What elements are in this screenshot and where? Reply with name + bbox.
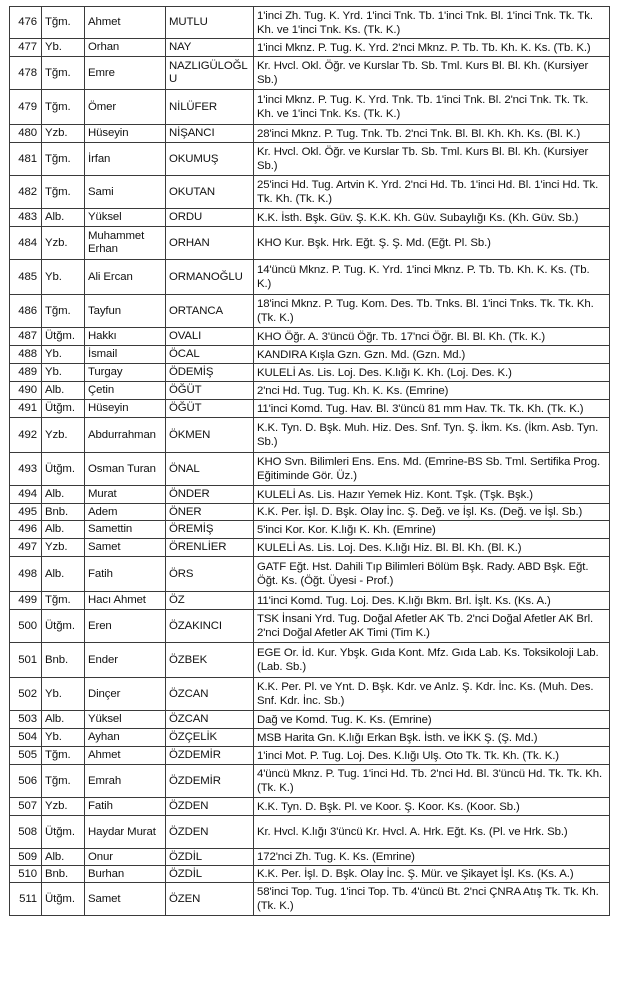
first-name-cell: Yüksel [85, 711, 166, 729]
first-name-cell: Abdurrahman [85, 418, 166, 453]
unit-cell: MSB Harita Gn. K.lığı Erkan Bşk. İsth. ve İKK Ş. (Ş. Md.) [254, 729, 610, 747]
unit-cell: GATF Eğt. Hst. Dahili Tıp Bilimleri Bölüm Bşk. Rady. ABD Bşk. Eğt. Öğt. Ks. (Öğt. Üyesi - Prof.) [254, 557, 610, 592]
rank-cell: Ütğm. [42, 610, 85, 643]
surname-cell: ÖZDEMİR [166, 747, 254, 765]
rank-cell: Ütğm. [42, 400, 85, 418]
surname-cell: OKUTAN [166, 176, 254, 209]
table-row [10, 295, 610, 328]
table-row [10, 643, 610, 678]
unit-cell: K.K. Per. İşl. D. Bşk. Olay İnc. Ş. Mür. ve Şikayet İşl. Ks. (Ks. A.) [254, 866, 610, 883]
surname-cell: ÖZ [166, 592, 254, 610]
first-name-cell: Hüseyin [85, 125, 166, 143]
table-row [10, 176, 610, 209]
rank-cell: Yzb. [42, 798, 85, 816]
unit-cell: Kr. Hvcl. Okl. Öğr. ve Kurslar Tb. Sb. Tml. Kurs Bl. Bl. Kh. (Kursiyer Sb.) [254, 143, 610, 176]
surname-cell: NAZLIGÜLOĞLU [166, 57, 254, 90]
rank-cell: Alb. [42, 486, 85, 504]
row-number: 497 [10, 539, 42, 557]
first-name-cell: Muhammet Erhan [85, 227, 166, 260]
surname-cell: ÖNAL [166, 453, 254, 486]
rank-cell: Tğm. [42, 592, 85, 610]
table-row [10, 39, 610, 57]
row-number: 511 [10, 883, 42, 916]
surname-cell: ÖZDEMİR [166, 765, 254, 798]
surname-cell: ÖĞÜT [166, 400, 254, 418]
rank-cell: Alb. [42, 382, 85, 400]
rank-cell: Alb. [42, 521, 85, 539]
rank-cell: Yb. [42, 729, 85, 747]
first-name-cell: Ayhan [85, 729, 166, 747]
first-name-cell: İrfan [85, 143, 166, 176]
unit-cell: 1'inci Mknz. P. Tug. K. Yrd. 2'nci Mknz. P. Tb. Tb. Kh. K. Ks. (Tb. K.) [254, 39, 610, 57]
first-name-cell: Ahmet [85, 7, 166, 39]
first-name-cell: Samettin [85, 521, 166, 539]
unit-cell: 14'üncü Mknz. P. Tug. K. Yrd. 1'inci Mknz. P. Tb. Tb. Kh. K. Ks. (Tb. K.) [254, 260, 610, 295]
surname-cell: NİŞANCI [166, 125, 254, 143]
table-row [10, 610, 610, 643]
rank-cell: Yb. [42, 260, 85, 295]
unit-cell: KHO Öğr. A. 3'üncü Öğr. Tb. 17'nci Öğr. Bl. Bl. Kh. (Tk. K.) [254, 328, 610, 346]
first-name-cell: Ender [85, 643, 166, 678]
row-number: 478 [10, 57, 42, 90]
surname-cell: ORDU [166, 209, 254, 227]
unit-cell: Kr. Hvcl. Okl. Öğr. ve Kurslar Tb. Sb. Tml. Kurs Bl. Bl. Kh. (Kursiyer Sb.) [254, 57, 610, 90]
surname-cell: ÖZCAN [166, 711, 254, 729]
row-number: 485 [10, 260, 42, 295]
table-row [10, 57, 610, 90]
table-row [10, 227, 610, 260]
row-number: 508 [10, 816, 42, 849]
surname-cell: ÖĞÜT [166, 382, 254, 400]
rank-cell: Tğm. [42, 747, 85, 765]
row-number: 510 [10, 866, 42, 883]
surname-cell: ORTANCA [166, 295, 254, 328]
first-name-cell: Ömer [85, 90, 166, 125]
table-row [10, 260, 610, 295]
row-number: 506 [10, 765, 42, 798]
unit-cell: 28'inci Mknz. P. Tug. Tnk. Tb. 2'nci Tnk. Bl. Bl. Kh. Kh. Ks. (Bl. K.) [254, 125, 610, 143]
row-number: 498 [10, 557, 42, 592]
first-name-cell: Osman Turan [85, 453, 166, 486]
row-number: 491 [10, 400, 42, 418]
unit-cell: KANDIRA Kışla Gzn. Gzn. Md. (Gzn. Md.) [254, 346, 610, 364]
rank-cell: Tğm. [42, 295, 85, 328]
rank-cell: Ütğm. [42, 453, 85, 486]
table-row [10, 521, 610, 539]
row-number: 488 [10, 346, 42, 364]
table-row [10, 747, 610, 765]
surname-cell: ORMANOĞLU [166, 260, 254, 295]
first-name-cell: Hüseyin [85, 400, 166, 418]
unit-cell: 172'nci Zh. Tug. K. Ks. (Emrine) [254, 849, 610, 866]
unit-cell: 18'inci Mknz. P. Tug. Kom. Des. Tb. Tnks. Bl. 1'inci Tnks. Tk. Tk. Kh. (Tk. K.) [254, 295, 610, 328]
first-name-cell: Fatih [85, 798, 166, 816]
unit-cell: 5'inci Kor. Kor. K.lığı K. Kh. (Emrine) [254, 521, 610, 539]
row-number: 477 [10, 39, 42, 57]
first-name-cell: Emre [85, 57, 166, 90]
rank-cell: Tğm. [42, 57, 85, 90]
first-name-cell: Ali Ercan [85, 260, 166, 295]
rank-cell: Alb. [42, 849, 85, 866]
unit-cell: 4'üncü Mknz. P. Tug. 1'inci Hd. Tb. 2'nci Hd. Bl. 3'üncü Hd. Tk. Tk. Kh. (Tk. K.) [254, 765, 610, 798]
surname-cell: MUTLU [166, 7, 254, 39]
first-name-cell: Yüksel [85, 209, 166, 227]
rank-cell: Tğm. [42, 7, 85, 39]
unit-cell: 1'inci Mknz. P. Tug. K. Yrd. Tnk. Tb. 1'inci Tnk. Bl. 2'nci Tnk. Tk. Tk. Kh. ve 1'inci Tnk. Ks. (Tk. K.) [254, 90, 610, 125]
table-row [10, 209, 610, 227]
table-row [10, 418, 610, 453]
surname-cell: ÖRS [166, 557, 254, 592]
rank-cell: Alb. [42, 209, 85, 227]
row-number: 483 [10, 209, 42, 227]
rank-cell: Alb. [42, 711, 85, 729]
personnel-table-body [10, 7, 610, 916]
first-name-cell: Burhan [85, 866, 166, 883]
table-row [10, 364, 610, 382]
row-number: 479 [10, 90, 42, 125]
first-name-cell: Hakkı [85, 328, 166, 346]
rank-cell: Bnb. [42, 866, 85, 883]
table-row [10, 711, 610, 729]
table-row [10, 816, 610, 849]
rank-cell: Alb. [42, 557, 85, 592]
surname-cell: ÖRENLİER [166, 539, 254, 557]
first-name-cell: Hacı Ahmet [85, 592, 166, 610]
row-number: 476 [10, 7, 42, 39]
rank-cell: Yzb. [42, 227, 85, 260]
surname-cell: ÖZDİL [166, 866, 254, 883]
rank-cell: Tğm. [42, 90, 85, 125]
surname-cell: ÖZAKINCI [166, 610, 254, 643]
surname-cell: ÖCAL [166, 346, 254, 364]
unit-cell: K.K. İsth. Bşk. Güv. Ş. K.K. Kh. Güv. Subaylığı Ks. (Kh. Güv. Sb.) [254, 209, 610, 227]
first-name-cell: Tayfun [85, 295, 166, 328]
row-number: 489 [10, 364, 42, 382]
unit-cell: KHO Kur. Bşk. Hrk. Eğt. Ş. Ş. Md. (Eğt. Pl. Sb.) [254, 227, 610, 260]
row-number: 481 [10, 143, 42, 176]
table-row [10, 883, 610, 916]
unit-cell: K.K. Tyn. D. Bşk. Muh. Hiz. Des. Snf. Tyn. Ş. İkm. Ks. (İkm. Asb. Tyn. Sb.) [254, 418, 610, 453]
unit-cell: 1'inci Zh. Tug. K. Yrd. 1'inci Tnk. Tb. 1'inci Tnk. Bl. 1'inci Tnk. Tk. Tk. Kh. ve 1'inci Tnk. Ks. (Tk. K.) [254, 7, 610, 39]
table-row [10, 90, 610, 125]
surname-cell: OVALI [166, 328, 254, 346]
table-row [10, 125, 610, 143]
rank-cell: Yb. [42, 346, 85, 364]
surname-cell: ÖZÇELİK [166, 729, 254, 747]
first-name-cell: Onur [85, 849, 166, 866]
row-number: 484 [10, 227, 42, 260]
unit-cell: 58'inci Top. Tug. 1'inci Top. Tb. 4'üncü Bt. 2'nci ÇNRA Atış Tk. Tk. Kh. (Tk. K.) [254, 883, 610, 916]
row-number: 499 [10, 592, 42, 610]
unit-cell: K.K. Per. Pl. ve Ynt. D. Bşk. Kdr. ve Anlz. Ş. Kdr. İnc. Ks. (Muh. Des. Snf. Kdr. İnc. Sb.) [254, 678, 610, 711]
surname-cell: ÖZDİL [166, 849, 254, 866]
surname-cell: ÖKMEN [166, 418, 254, 453]
rank-cell: Tğm. [42, 765, 85, 798]
table-row [10, 557, 610, 592]
unit-cell: Dağ ve Komd. Tug. K. Ks. (Emrine) [254, 711, 610, 729]
table-row [10, 729, 610, 747]
row-number: 509 [10, 849, 42, 866]
surname-cell: ÖZBEK [166, 643, 254, 678]
first-name-cell: Orhan [85, 39, 166, 57]
row-number: 496 [10, 521, 42, 539]
unit-cell: Kr. Hvcl. K.lığı 3'üncü Kr. Hvcl. A. Hrk. Eğt. Ks. (Pl. ve Hrk. Sb.) [254, 816, 610, 849]
table-row [10, 866, 610, 883]
row-number: 507 [10, 798, 42, 816]
table-row [10, 849, 610, 866]
row-number: 487 [10, 328, 42, 346]
first-name-cell: Haydar Murat [85, 816, 166, 849]
row-number: 492 [10, 418, 42, 453]
row-number: 495 [10, 504, 42, 521]
unit-cell: 2'nci Hd. Tug. Tug. Kh. K. Ks. (Emrine) [254, 382, 610, 400]
rank-cell: Bnb. [42, 504, 85, 521]
table-row [10, 453, 610, 486]
personnel-table [9, 6, 610, 916]
row-number: 480 [10, 125, 42, 143]
first-name-cell: Ahmet [85, 747, 166, 765]
table-row [10, 382, 610, 400]
rank-cell: Bnb. [42, 643, 85, 678]
table-row [10, 486, 610, 504]
unit-cell: K.K. Per. İşl. D. Bşk. Olay İnc. Ş. Değ. ve İşl. Ks. (Değ. ve İşl. Sb.) [254, 504, 610, 521]
surname-cell: ÖZCAN [166, 678, 254, 711]
rank-cell: Yzb. [42, 418, 85, 453]
table-row [10, 7, 610, 39]
surname-cell: ÖNDER [166, 486, 254, 504]
row-number: 486 [10, 295, 42, 328]
rank-cell: Tğm. [42, 143, 85, 176]
table-row [10, 765, 610, 798]
unit-cell: TSK İnsani Yrd. Tug. Doğal Afetler AK Tb. 2'nci Doğal Afetler AK Brl. 2'nci Doğal Afetler AK Timi (Tim K.) [254, 610, 610, 643]
unit-cell: KULELİ As. Lis. Loj. Des. K.lığı K. Kh. (Loj. Des. K.) [254, 364, 610, 382]
first-name-cell: Sami [85, 176, 166, 209]
first-name-cell: Emrah [85, 765, 166, 798]
row-number: 500 [10, 610, 42, 643]
unit-cell: KHO Svn. Bilimleri Ens. Ens. Md. (Emrine-BS Sb. Tml. Sertifika Prog. Eğitiminde Gör. Üz.) [254, 453, 610, 486]
first-name-cell: Murat [85, 486, 166, 504]
unit-cell: KULELİ As. Lis. Hazır Yemek Hiz. Kont. Tşk. (Tşk. Bşk.) [254, 486, 610, 504]
surname-cell: NAY [166, 39, 254, 57]
table-row [10, 143, 610, 176]
surname-cell: ÖZDEN [166, 798, 254, 816]
row-number: 494 [10, 486, 42, 504]
unit-cell: 11'inci Komd. Tug. Hav. Bl. 3'üncü 81 mm Hav. Tk. Tk. Kh. (Tk. K.) [254, 400, 610, 418]
row-number: 503 [10, 711, 42, 729]
surname-cell: ÖNER [166, 504, 254, 521]
table-row [10, 400, 610, 418]
first-name-cell: Turgay [85, 364, 166, 382]
unit-cell: EGE Or. İd. Kur. Ybşk. Gıda Kont. Mfz. Gıda Lab. Ks. Toksikoloji Lab. (Lab. Sb.) [254, 643, 610, 678]
rank-cell: Ütğm. [42, 328, 85, 346]
first-name-cell: Fatih [85, 557, 166, 592]
row-number: 502 [10, 678, 42, 711]
rank-cell: Yb. [42, 678, 85, 711]
surname-cell: OKUMUŞ [166, 143, 254, 176]
first-name-cell: Dinçer [85, 678, 166, 711]
rank-cell: Yb. [42, 364, 85, 382]
unit-cell: 11'inci Komd. Tug. Loj. Des. K.lığı Bkm. Brl. İşlt. Ks. (Ks. A.) [254, 592, 610, 610]
rank-cell: Ütğm. [42, 883, 85, 916]
row-number: 493 [10, 453, 42, 486]
unit-cell: 1'inci Mot. P. Tug. Loj. Des. K.lığı Ulş. Oto Tk. Tk. Kh. (Tk. K.) [254, 747, 610, 765]
rank-cell: Tğm. [42, 176, 85, 209]
surname-cell: NİLÜFER [166, 90, 254, 125]
surname-cell: ÖREMİŞ [166, 521, 254, 539]
first-name-cell: Eren [85, 610, 166, 643]
unit-cell: KULELİ As. Lis. Loj. Des. K.lığı Hiz. Bl. Bl. Kh. (Bl. K.) [254, 539, 610, 557]
row-number: 482 [10, 176, 42, 209]
row-number: 501 [10, 643, 42, 678]
table-row [10, 678, 610, 711]
first-name-cell: Çetin [85, 382, 166, 400]
row-number: 505 [10, 747, 42, 765]
rank-cell: Ütğm. [42, 816, 85, 849]
table-row [10, 328, 610, 346]
table-row [10, 592, 610, 610]
rank-cell: Yzb. [42, 539, 85, 557]
unit-cell: K.K. Tyn. D. Bşk. Pl. ve Koor. Ş. Koor. Ks. (Koor. Sb.) [254, 798, 610, 816]
first-name-cell: Adem [85, 504, 166, 521]
table-row [10, 798, 610, 816]
table-row [10, 346, 610, 364]
table-row [10, 504, 610, 521]
surname-cell: ÖZDEN [166, 816, 254, 849]
rank-cell: Yzb. [42, 125, 85, 143]
row-number: 490 [10, 382, 42, 400]
first-name-cell: İsmail [85, 346, 166, 364]
row-number: 504 [10, 729, 42, 747]
table-row [10, 539, 610, 557]
rank-cell: Yb. [42, 39, 85, 57]
surname-cell: ÖDEMİŞ [166, 364, 254, 382]
surname-cell: ORHAN [166, 227, 254, 260]
surname-cell: ÖZEN [166, 883, 254, 916]
first-name-cell: Samet [85, 883, 166, 916]
unit-cell: 25'inci Hd. Tug. Artvin K. Yrd. 2'nci Hd. Tb. 1'inci Hd. Bl. 1'inci Hd. Tk. Tk. Kh. (Tk. K.) [254, 176, 610, 209]
first-name-cell: Samet [85, 539, 166, 557]
